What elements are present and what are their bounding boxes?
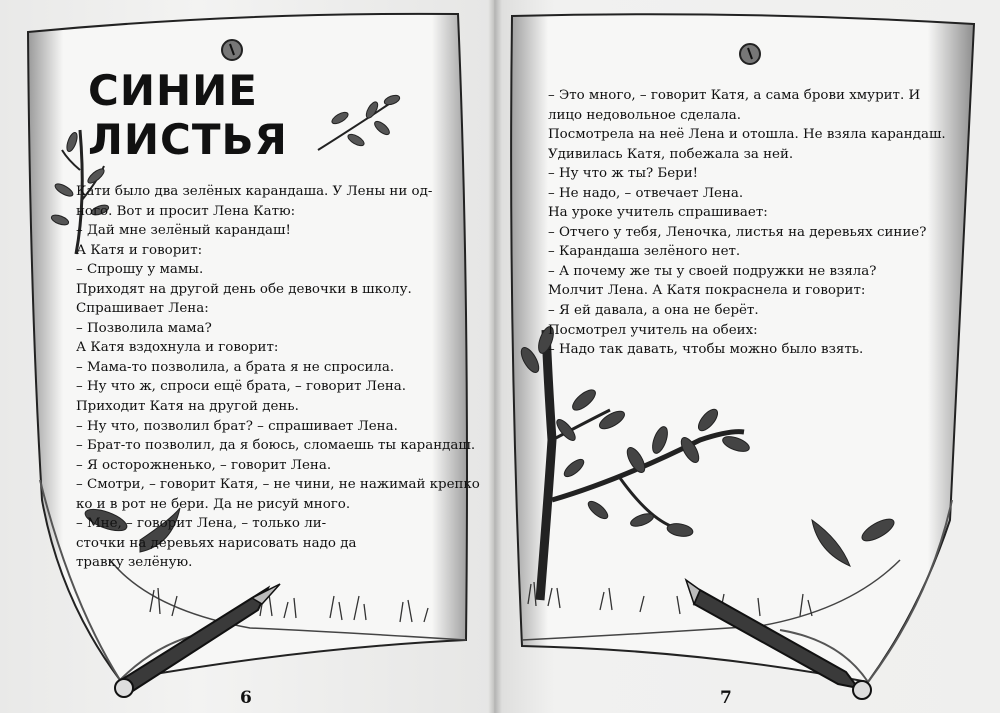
- pin-icon: [740, 44, 760, 64]
- text-line: – Ну что ж, спроси ещё брата, – говорит Лена.: [76, 379, 407, 395]
- text-line: – Мне, – говорит Лена, – только ли-: [76, 516, 327, 532]
- page-number-right: 7: [720, 688, 732, 708]
- text-line: сточки на деревьях нарисовать надо да: [76, 535, 357, 551]
- text-line: Кати было два зелёных карандаша. У Лены ни од-: [76, 184, 433, 199]
- text-line: – Мама-то позволила, а брата я не спросила.: [76, 359, 395, 375]
- text-line: Посмотрел учитель на обеих:: [548, 322, 758, 338]
- text-line: – Ну что ж ты? Бери!: [548, 166, 699, 182]
- text-line: – Я осторожненько, – говорит Лена.: [76, 457, 332, 473]
- text-line: – Отчего у тебя, Леночка, листья на деревьях синие?: [548, 224, 927, 240]
- text-line: – Карандаша зелёного нет.: [548, 244, 741, 260]
- text-line: Удивилась Катя, побежала за ней.: [548, 146, 794, 162]
- text-line: лицо недовольное сделала.: [548, 107, 741, 123]
- text-line: – Не надо, – отвечает Лена.: [548, 185, 744, 201]
- text-line: – Смотри, – говорит Катя, – не чини, не нажимай крепко: [76, 477, 480, 493]
- text-line: ко и в рот не бери. Да не рисуй много.: [76, 496, 351, 512]
- text-line: – Спрошу у мамы.: [76, 262, 204, 278]
- text-line: – Я ей давала, а она не берёт.: [548, 303, 759, 319]
- text-line: – Это много, – говорит Катя, а сама брови хмурит. И: [548, 88, 921, 103]
- text-line: – Позволила мама?: [76, 320, 212, 336]
- text-line: Посмотрела на неё Лена и отошла. Не взяла карандаш.: [548, 127, 946, 143]
- pin-icon: [222, 40, 242, 60]
- text-line: – А почему же ты у своей подружки не взяла?: [548, 263, 877, 279]
- text-line: – Дай мне зелёный карандаш!: [76, 223, 291, 239]
- text-line: Спрашивает Лена:: [76, 301, 209, 317]
- left-page-text: [76, 182, 480, 573]
- text-line: – Ну что, позволил брат? – спрашивает Лена.: [76, 418, 398, 434]
- story-title: СИНИЕ ЛИСТЬЯ: [88, 66, 288, 164]
- text-line: – Надо так давать, чтобы можно было взять.: [548, 342, 864, 358]
- page-number-left: 6: [240, 688, 252, 708]
- text-line: А Катя и говорит:: [76, 242, 203, 258]
- text-line: Молчит Лена. А Катя покраснела и говорит:: [548, 283, 866, 299]
- text-line: – Брат-то позволил, да я боюсь, сломаешь ты карандаш.: [76, 438, 476, 454]
- text-line: Приходит Катя на другой день.: [76, 399, 299, 415]
- right-page-text: [548, 86, 946, 360]
- text-line: ного. Вот и просит Лена Катю:: [76, 203, 296, 219]
- text-line: На уроке учитель спрашивает:: [548, 205, 768, 221]
- text-line: травку зелёную.: [76, 555, 193, 571]
- text-line: Приходят на другой день обе девочки в школу.: [76, 281, 412, 297]
- text-line: А Катя вздохнула и говорит:: [76, 340, 279, 356]
